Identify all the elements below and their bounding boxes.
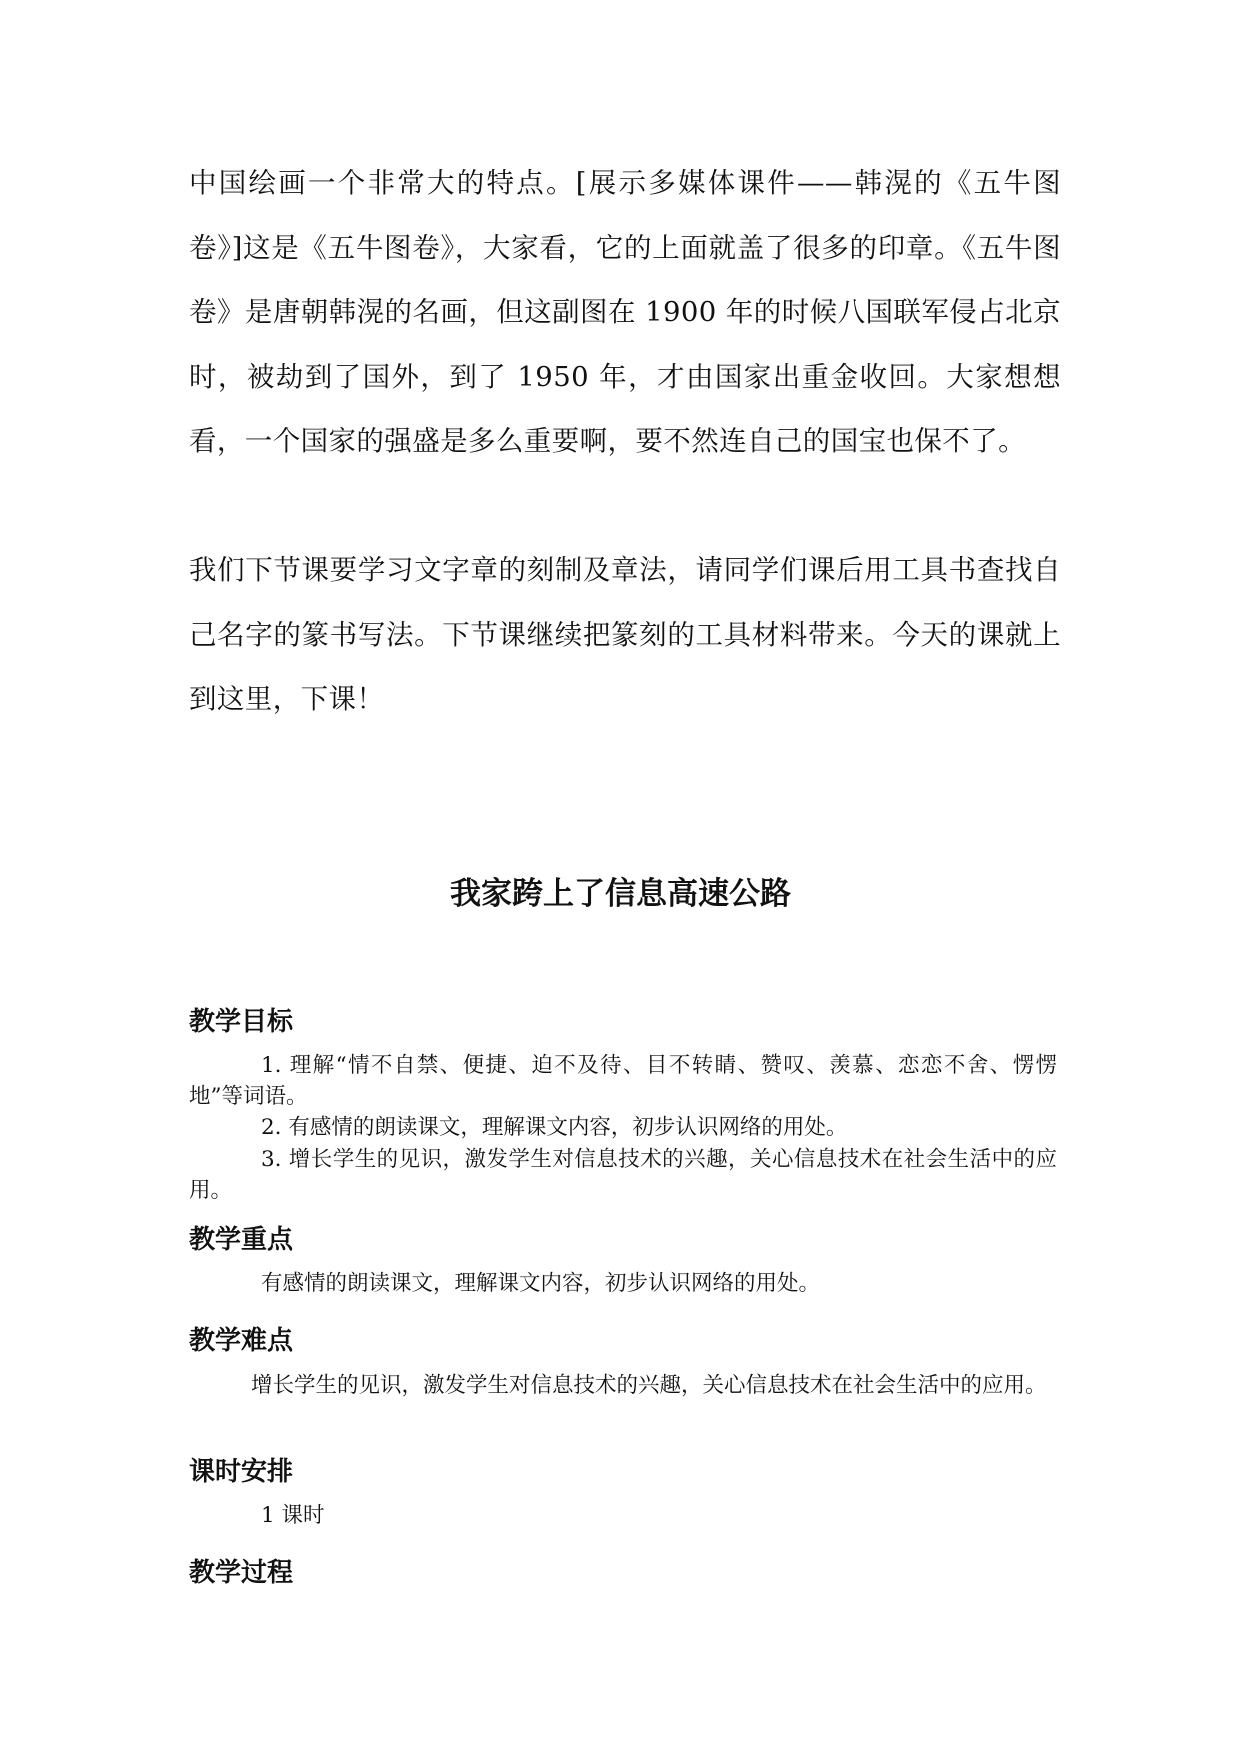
schedule-heading: 课时安排 [189, 1457, 294, 1487]
process-heading: 教学过程 [189, 1558, 294, 1588]
lead-paragraph-2: 我们下节课要学习文字章的刻制及章法，请同学们课后用工具书查找自己名字的篆书写法。下节课继续把篆刻的工具材料带来。今天的课就上到这里，下课！ [189, 554, 1061, 716]
key-points-heading: 教学重点 [189, 1225, 294, 1255]
difficulties-heading: 教学难点 [189, 1326, 294, 1356]
objective-item-1: 1. 理解“情不自禁、便捷、迫不及待、目不转睛、赞叹、羡慕、恋恋不舍、愣愣地”等词语。 [189, 1053, 1057, 1109]
lesson-title: 我家跨上了信息高速公路 [450, 876, 791, 912]
difficulties-text: 增长学生的见识，激发学生对信息技术的兴趣，关心信息技术在社会生活中的应用。 [251, 1373, 1047, 1398]
objectives-heading: 教学目标 [189, 1007, 294, 1037]
schedule-text: 1 课时 [261, 1503, 325, 1528]
lead-paragraph-1: 中国绘画一个非常大的特点。[展示多媒体课件——韩滉的《五牛图卷》]这是《五牛图卷》，大家看，它的上面就盖了很多的印章。《五牛图卷》是唐朝韩滉的名画，但这副图在 1900 年的时候八国联军侵占北京时，被劫到了国外，到了 1950 年，才由国家出重金收回。大家想想看，一个国家的强盛是多么重要啊，要不然连自己的国宝也保不了。 [189, 167, 1061, 458]
objective-item-3: 3. 增长学生的见识，激发学生对信息技术的兴趣，关心信息技术在社会生活中的应用。 [189, 1147, 1057, 1203]
key-points-text: 有感情的朗读课文，理解课文内容，初步认识网络的用处。 [261, 1271, 821, 1296]
objective-item-2: 2. 有感情的朗读课文，理解课文内容，初步认识网络的用处。 [261, 1115, 848, 1140]
